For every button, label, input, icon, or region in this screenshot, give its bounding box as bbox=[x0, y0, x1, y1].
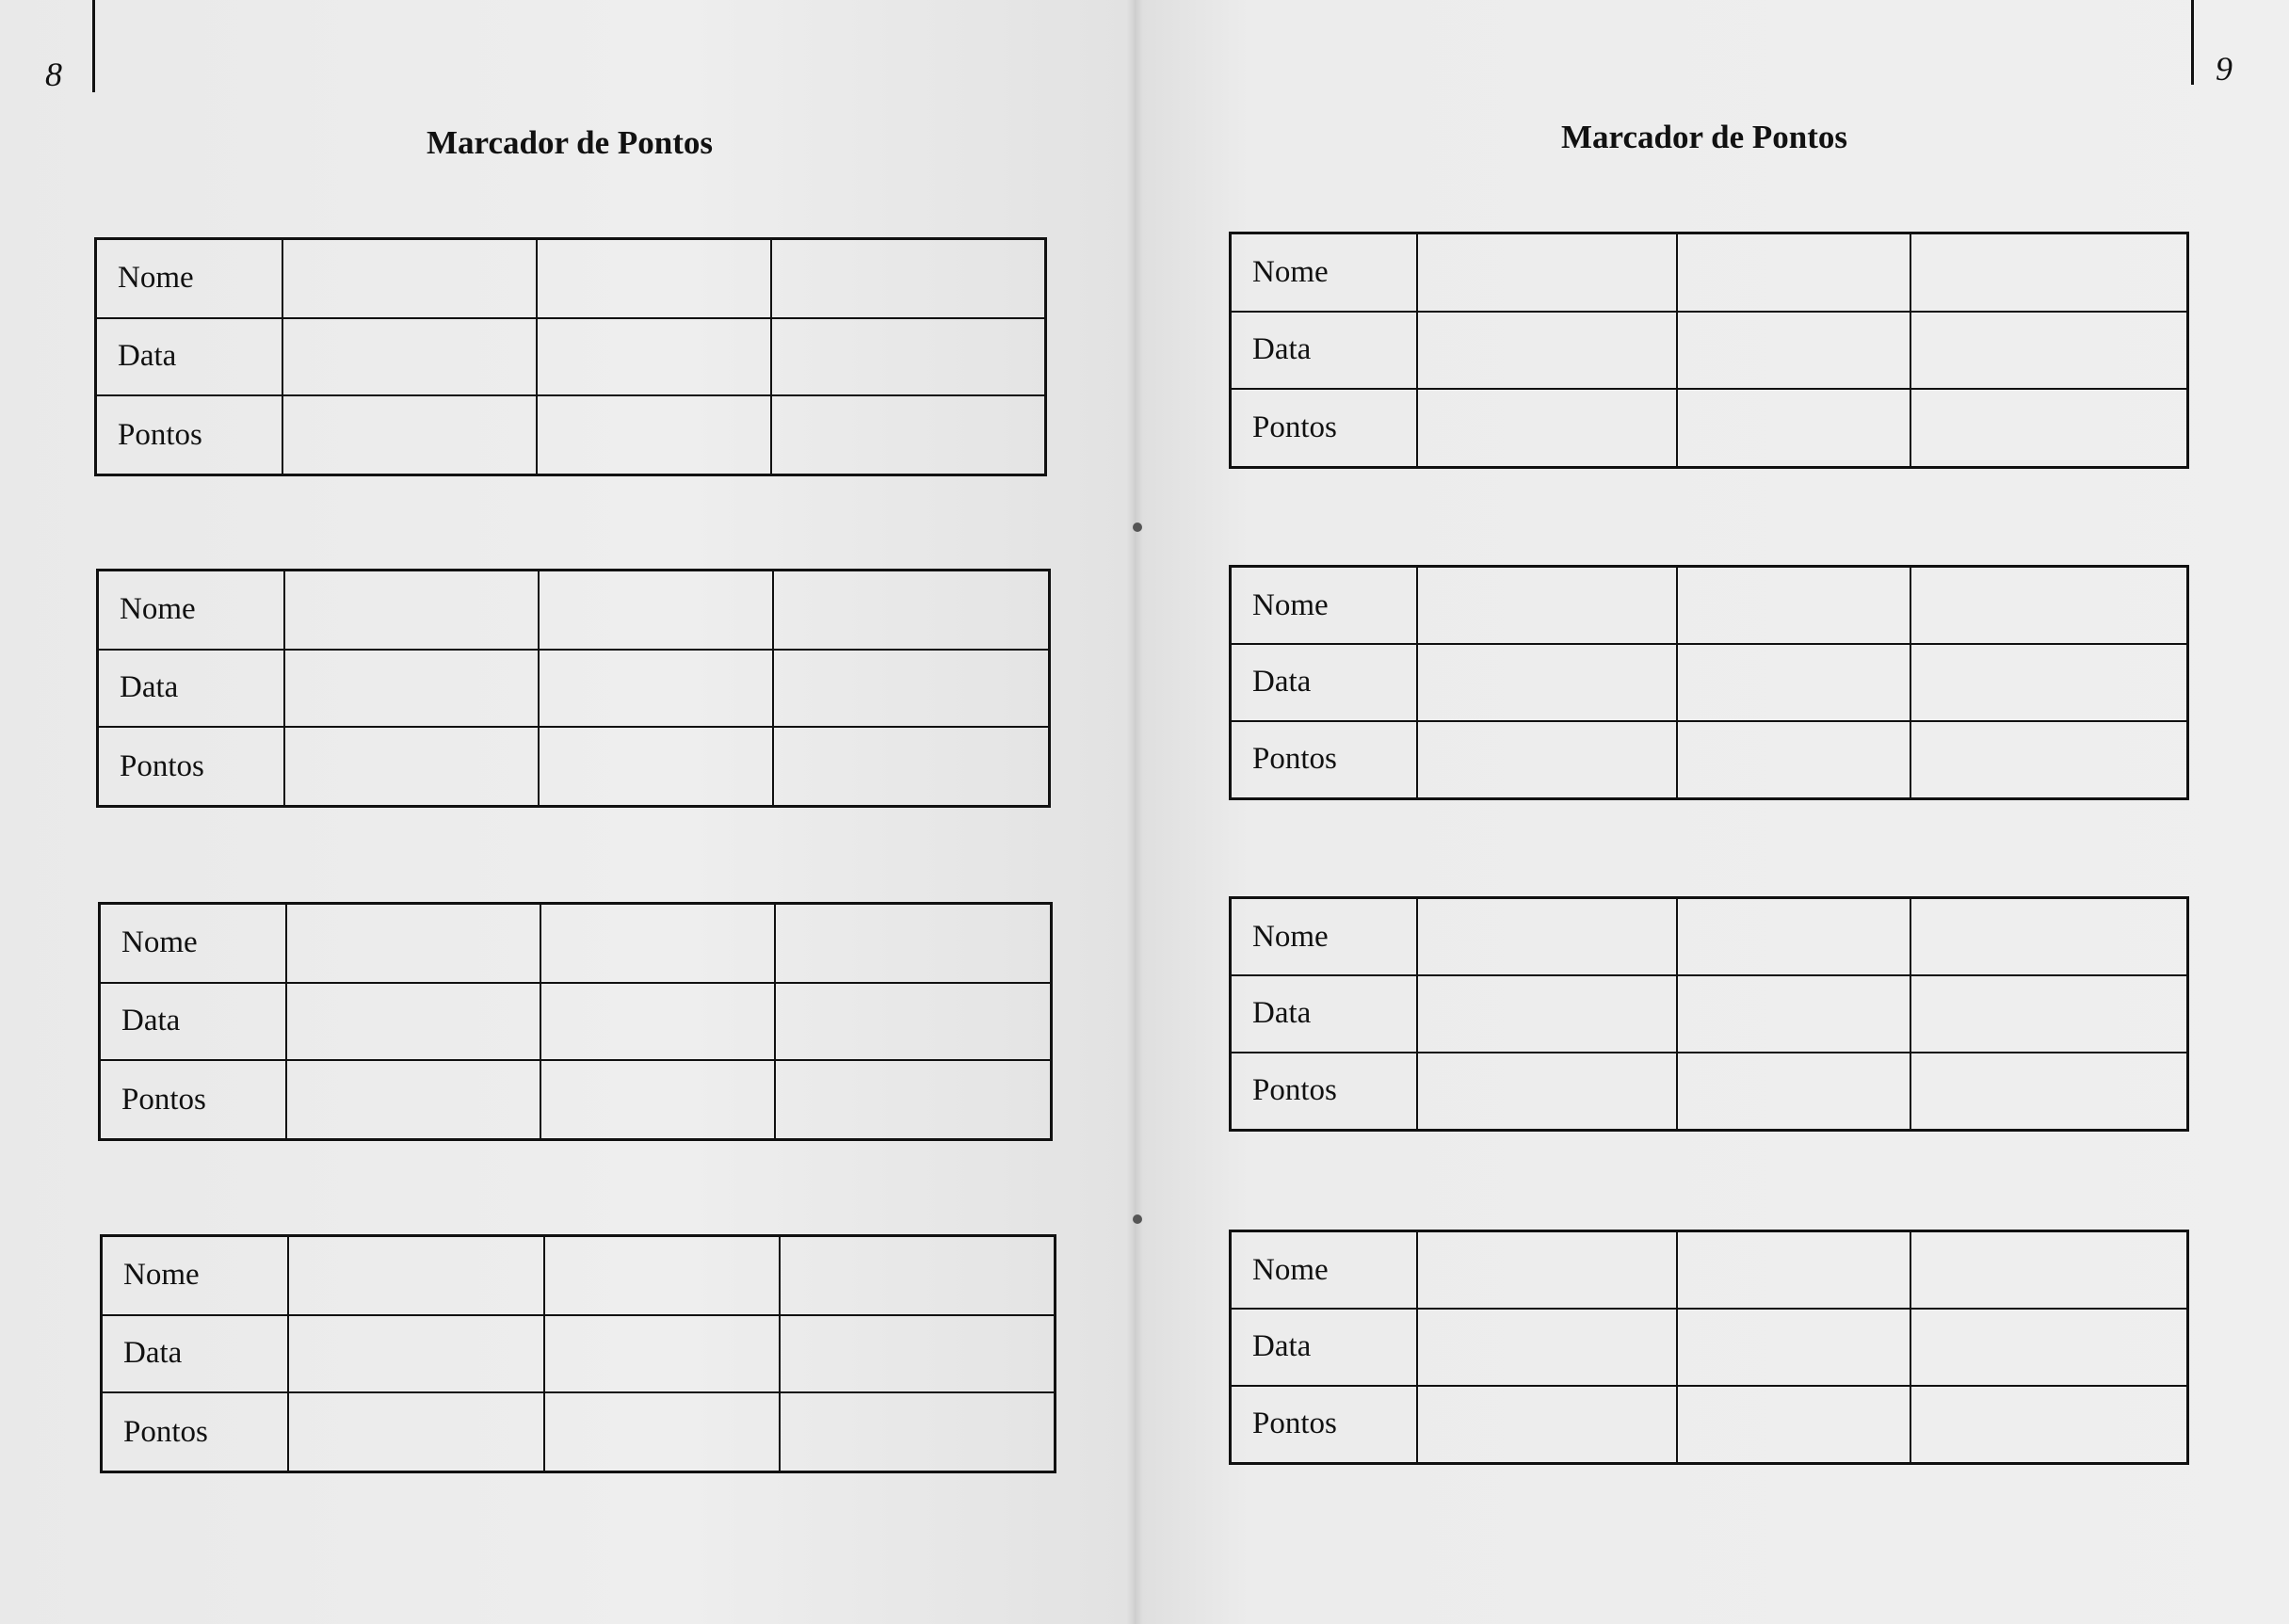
score-cell[interactable] bbox=[544, 1315, 780, 1393]
score-cell[interactable] bbox=[1910, 1231, 2188, 1310]
row-label-nome: Nome bbox=[98, 571, 285, 650]
table-row bbox=[1231, 898, 2188, 976]
row-label-data: Data bbox=[96, 318, 283, 396]
score-cell[interactable] bbox=[780, 1236, 1056, 1315]
score-cell[interactable] bbox=[1910, 1053, 2188, 1131]
score-cell[interactable] bbox=[544, 1236, 780, 1315]
row-label-pontos: Pontos bbox=[96, 395, 283, 474]
score-table bbox=[1229, 565, 2189, 800]
score-cell[interactable] bbox=[282, 395, 537, 474]
score-cell[interactable] bbox=[286, 904, 540, 983]
score-cell[interactable] bbox=[537, 239, 771, 318]
score-cell[interactable] bbox=[540, 1060, 775, 1139]
row-label-pontos: Pontos bbox=[98, 727, 285, 806]
score-cell[interactable] bbox=[771, 318, 1046, 396]
page-number: 9 bbox=[2216, 50, 2233, 88]
score-cell[interactable] bbox=[1677, 1309, 1910, 1386]
score-cell[interactable] bbox=[284, 571, 539, 650]
score-cell[interactable] bbox=[1677, 1053, 1910, 1131]
table-row bbox=[100, 904, 1052, 983]
table-row bbox=[100, 983, 1052, 1061]
score-cell[interactable] bbox=[1910, 975, 2188, 1053]
score-cell[interactable] bbox=[1417, 389, 1677, 467]
row-label-data: Data bbox=[1231, 1309, 1418, 1386]
row-label-pontos: Pontos bbox=[102, 1392, 289, 1471]
score-cell[interactable] bbox=[1910, 898, 2188, 976]
score-table bbox=[1229, 232, 2189, 469]
score-cell[interactable] bbox=[1910, 312, 2188, 389]
score-cell[interactable] bbox=[1677, 1386, 1910, 1464]
table-row bbox=[1231, 567, 2188, 645]
row-label-nome: Nome bbox=[1231, 898, 1418, 976]
score-cell[interactable] bbox=[1417, 567, 1677, 645]
score-cell[interactable] bbox=[544, 1392, 780, 1471]
table-row bbox=[100, 1060, 1052, 1139]
page-number: 8 bbox=[45, 56, 62, 93]
left-page bbox=[0, 0, 1135, 1624]
score-cell[interactable] bbox=[282, 239, 537, 318]
table-row bbox=[1231, 721, 2188, 799]
score-cell[interactable] bbox=[286, 1060, 540, 1139]
table-row bbox=[98, 571, 1050, 650]
table-row bbox=[98, 650, 1050, 728]
score-table bbox=[1229, 1230, 2189, 1465]
score-cell[interactable] bbox=[1417, 1309, 1677, 1386]
score-cell[interactable] bbox=[1417, 1231, 1677, 1310]
score-cell[interactable] bbox=[540, 904, 775, 983]
score-cell[interactable] bbox=[540, 983, 775, 1061]
score-cell[interactable] bbox=[1910, 567, 2188, 645]
score-cell[interactable] bbox=[1677, 1231, 1910, 1310]
score-cell[interactable] bbox=[775, 1060, 1052, 1139]
score-cell[interactable] bbox=[1677, 233, 1910, 312]
page-heading: Marcador de Pontos bbox=[1561, 119, 1847, 155]
table-row bbox=[102, 1315, 1056, 1393]
score-cell[interactable] bbox=[539, 571, 773, 650]
score-cell[interactable] bbox=[771, 395, 1046, 474]
score-cell[interactable] bbox=[773, 727, 1050, 806]
page-rule bbox=[2191, 0, 2194, 85]
row-label-pontos: Pontos bbox=[1231, 1053, 1418, 1131]
score-cell[interactable] bbox=[1677, 312, 1910, 389]
score-cell[interactable] bbox=[771, 239, 1046, 318]
row-label-pontos: Pontos bbox=[1231, 721, 1418, 799]
table-row bbox=[102, 1236, 1056, 1315]
score-cell[interactable] bbox=[1677, 898, 1910, 976]
score-table bbox=[98, 902, 1053, 1141]
score-cell[interactable] bbox=[537, 318, 771, 396]
row-label-data: Data bbox=[1231, 312, 1418, 389]
score-cell[interactable] bbox=[537, 395, 771, 474]
row-label-nome: Nome bbox=[1231, 567, 1418, 645]
staple bbox=[1133, 523, 1142, 532]
table-row bbox=[1231, 389, 2188, 467]
table-row bbox=[96, 395, 1046, 474]
score-cell[interactable] bbox=[1417, 975, 1677, 1053]
table-row bbox=[98, 727, 1050, 806]
score-cell[interactable] bbox=[539, 650, 773, 728]
score-cell[interactable] bbox=[1417, 233, 1677, 312]
row-label-nome: Nome bbox=[1231, 1231, 1418, 1310]
score-cell[interactable] bbox=[775, 904, 1052, 983]
table-row bbox=[1231, 312, 2188, 389]
row-label-pontos: Pontos bbox=[1231, 1386, 1418, 1464]
score-table bbox=[1229, 896, 2189, 1132]
score-cell[interactable] bbox=[773, 650, 1050, 728]
table-row bbox=[1231, 975, 2188, 1053]
row-label-pontos: Pontos bbox=[1231, 389, 1418, 467]
score-table bbox=[100, 1234, 1056, 1473]
right-page bbox=[1135, 0, 2289, 1624]
score-cell[interactable] bbox=[1910, 1309, 2188, 1386]
score-cell[interactable] bbox=[282, 318, 537, 396]
row-label-nome: Nome bbox=[102, 1236, 289, 1315]
score-cell[interactable] bbox=[288, 1392, 544, 1471]
score-cell[interactable] bbox=[1417, 898, 1677, 976]
score-cell[interactable] bbox=[284, 727, 539, 806]
score-cell[interactable] bbox=[288, 1236, 544, 1315]
score-cell[interactable] bbox=[775, 983, 1052, 1061]
row-label-data: Data bbox=[98, 650, 285, 728]
score-cell[interactable] bbox=[773, 571, 1050, 650]
score-cell[interactable] bbox=[1417, 312, 1677, 389]
score-cell[interactable] bbox=[1910, 233, 2188, 312]
score-cell[interactable] bbox=[284, 650, 539, 728]
table-row bbox=[96, 239, 1046, 318]
score-cell[interactable] bbox=[1417, 644, 1677, 721]
score-table bbox=[94, 237, 1047, 476]
row-label-pontos: Pontos bbox=[100, 1060, 287, 1139]
score-cell[interactable] bbox=[288, 1315, 544, 1393]
book-gutter bbox=[1126, 0, 1143, 1624]
row-label-data: Data bbox=[1231, 975, 1418, 1053]
score-cell[interactable] bbox=[1677, 567, 1910, 645]
score-cell[interactable] bbox=[1910, 389, 2188, 467]
score-cell[interactable] bbox=[1417, 721, 1677, 799]
score-cell[interactable] bbox=[1677, 975, 1910, 1053]
row-label-data: Data bbox=[100, 983, 287, 1061]
score-cell[interactable] bbox=[780, 1392, 1056, 1471]
table-row bbox=[1231, 1053, 2188, 1131]
page-rule bbox=[92, 0, 95, 92]
table-row bbox=[96, 318, 1046, 396]
score-cell[interactable] bbox=[1677, 644, 1910, 721]
table-row bbox=[1231, 1231, 2188, 1310]
table-row bbox=[1231, 644, 2188, 721]
staple bbox=[1133, 1214, 1142, 1224]
score-cell[interactable] bbox=[1910, 1386, 2188, 1464]
score-cell[interactable] bbox=[1677, 389, 1910, 467]
table-row bbox=[1231, 1309, 2188, 1386]
score-cell[interactable] bbox=[780, 1315, 1056, 1393]
score-cell[interactable] bbox=[1677, 721, 1910, 799]
row-label-nome: Nome bbox=[1231, 233, 1418, 312]
score-cell[interactable] bbox=[1910, 721, 2188, 799]
score-cell[interactable] bbox=[286, 983, 540, 1061]
row-label-data: Data bbox=[102, 1315, 289, 1393]
row-label-data: Data bbox=[1231, 644, 1418, 721]
table-row bbox=[102, 1392, 1056, 1471]
score-cell[interactable] bbox=[1417, 1386, 1677, 1464]
score-cell[interactable] bbox=[1417, 1053, 1677, 1131]
score-cell[interactable] bbox=[539, 727, 773, 806]
table-row bbox=[1231, 1386, 2188, 1464]
score-table bbox=[96, 569, 1051, 808]
page-heading: Marcador de Pontos bbox=[427, 124, 713, 161]
score-cell[interactable] bbox=[1910, 644, 2188, 721]
row-label-nome: Nome bbox=[96, 239, 283, 318]
row-label-nome: Nome bbox=[100, 904, 287, 983]
table-row bbox=[1231, 233, 2188, 312]
